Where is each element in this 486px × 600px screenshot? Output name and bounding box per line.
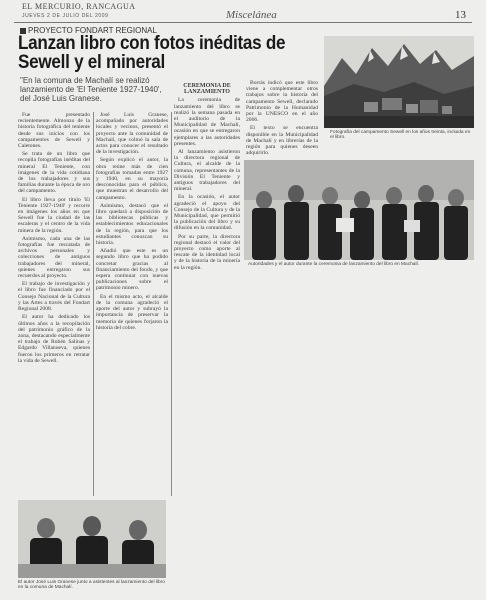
col2-paragraph: Añadió que este es un segundo libro que ha podido concretar gracias al financiamiento del fondo, y que espera continuar con nuevas publicaciones sobre el patrimonio minero. [96,248,168,292]
bottom-photo-image [18,500,166,578]
masthead-rule [14,22,472,23]
photo-group-caption: Autoridades y el autor durante la ceremonia de lanzamiento del libro en Machalí. [248,262,420,267]
column-rule [93,112,94,496]
col4-paragraph: El texto se encuentra disponible en la Municipalidad de Machalí y en librerías de la región para quienes deseen adquirirlo. [246,125,318,156]
column-3 [174,80,240,496]
section-name: Miscelánea [226,9,277,21]
photo-group [244,160,474,260]
column-1 [18,112,90,496]
col1-paragraph: Se trata de un libro que recopila fotografías inéditas del mineral El Teniente, con imágenes de la vida cotidiana de los trabajadores y sus familias durante la época de oro del campamento. [18,151,90,195]
column-rule [171,112,172,496]
col1-paragraph: Fue presentado recientemente. Almonzo de la historia fotográfica del teniente desde sus inicios con los campamentos de Sewell y Caletones. [18,112,90,150]
mountain-photo-image [324,36,474,128]
photo-mountain-caption: Fotografía del campamento Sewell en los años treinta, incluida en el libro. [330,130,471,141]
dek: "En la comuna de Machalí se realizó lanzamiento de 'El Teniente 1927-1940', del José Luis Granese. [20,76,162,103]
column-subhead: CEREMONIA DE LANZAMIENTO [183,83,231,96]
col2-paragraph: Asimismo, destacó que el libro quedará a disposición de las bibliotecas públicas y establecimientos educacionales de la región, para que los estudiantes conozcan su historia. [96,202,168,247]
photo-mountain [324,36,474,128]
photo-bottom-caption: El autor José Luis Granese junto a asistentes al lanzamiento del libro en la comuna de Machalí. [18,580,165,591]
headline: Lanzan libro con fotos inéditas de Sewell y el mineral [18,33,286,73]
col1-paragraph: El autor ha dedicado los últimos años a la recopilación del patrimonio gráfico de la zona, destacando especialmente el trabajo de Rubén Salinas y Edgardo Villanueva, quienes fueron los primeros en retratar la vida de Sewell. [18,314,90,364]
column-4 [246,80,318,156]
photo-bottom [18,500,166,578]
col2-paragraph: En el mismo acto, el alcalde de la comuna agradeció el aporte del autor y subrayó la importancia de preservar la memoria de quienes forjaron la historia del cobre. [96,293,168,331]
col3-paragraph: Al lanzamiento asistieron la directora regional de Cultura, el alcalde de la comuna, representantes de la División El Teniente y antiguos trabajadores del mineral. [174,149,240,193]
col3-paragraph: La ceremonia de lanzamiento del libro se realizó la semana pasada en el auditorio de la Municipalidad de Machalí, ocasión en que se entregaron ejemplares a las autoridades presentes. [174,97,240,147]
col1-paragraph: El trabajo de investigación y el libro fue financiado por el Consejo Nacional de la Cultura y las Artes a través del Fondart Regional 2008. [18,281,90,313]
paper-name: EL MERCURIO, RANCAGUA [22,2,136,11]
page-number: 13 [455,9,466,21]
kicker-text: PROYECTO FONDART REGIONAL [28,26,157,35]
col2-paragraph: José Luis Granese, acompañado por autoridades locales y vecinos, presentó el proyecto ante la comunidad de Machalí, que colmó la sala de actos para conocer el resultado de la investigación. [96,112,168,156]
column-2 [96,112,168,496]
col3-paragraph: En la ocasión, el autor agradeció el apoyo del Consejo de la Cultura y de la Municipalidad, que permitió la publicación del libro y su difusión en la comunidad. [174,194,240,232]
col2-paragraph: Según explicó el autor, la obra reúne más de cien fotografías tomadas entre 1927 y 1940, en su mayoría desconocidas para el público, que muestran el desarrollo del campamento. [96,157,168,201]
date-line: JUEVES 2 DE JULIO DEL 2009 [22,13,109,19]
group-photo-image [244,160,474,260]
masthead [14,2,474,22]
col4-paragraph: Borrás indicó que este libro viene a complementar otros trabajos sobre la historia del campamento Sewell, declarado Patrimonio de la Humanidad por la UNESCO en el año 2006. [246,80,318,124]
col1-paragraph: Asimismo, cada una de las fotografías fue rescatada de archivos personales y colecciones de antiguos trabajadores del mineral, quienes entregaron sus recuerdos al proyecto. [18,235,90,280]
col1-paragraph: El libro lleva por título 'El Teniente 1927-1940' y recorre en imágenes los años en que Sewell fue la ciudad de las escaleras y el centro de la vida minera de la región. [18,196,90,234]
col3-paragraph: Por su parte, la directora regional destacó el valor del proyecto como aporte al rescate de la identidad local y de la historia de la minería en la región. [174,233,240,271]
